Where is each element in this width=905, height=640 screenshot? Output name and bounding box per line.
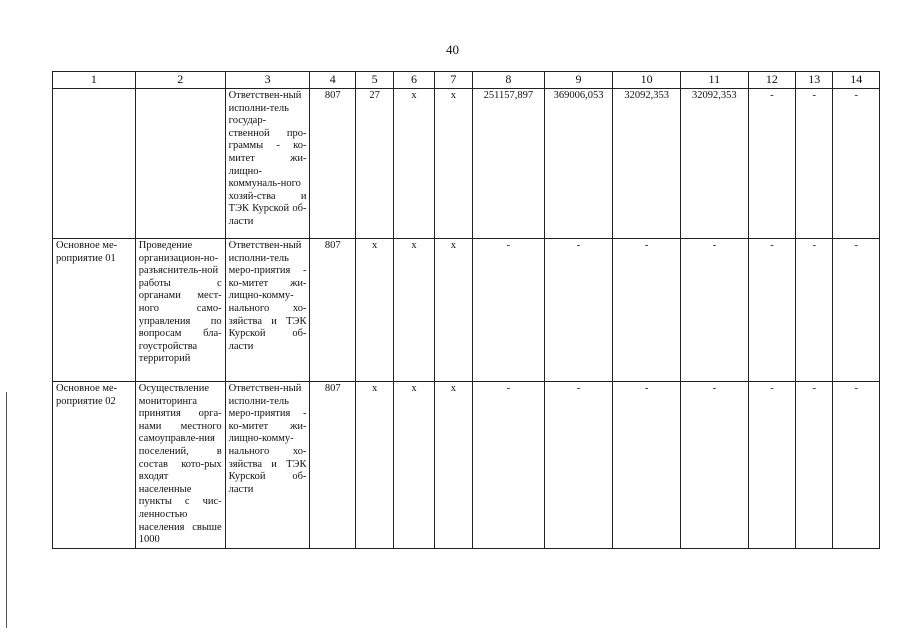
amount-cell: - (613, 239, 681, 382)
amount-cell: 369006,053 (544, 89, 613, 239)
column-header: 10 (613, 72, 681, 89)
status-cell: Основное ме-роприятие 01 (53, 239, 136, 382)
amount-cell: - (613, 382, 681, 549)
code-cell: 27 (355, 89, 393, 239)
code-cell: х (394, 382, 434, 549)
name-cell: Осуществление мониторинга принятия орга-нами местного самоуправле-ния поселений, в состав кото-рых входят населенные пункты с чис-ленностью населения свыше 1000 (135, 382, 225, 549)
amount-cell: - (833, 89, 880, 239)
code-cell: х (394, 89, 434, 239)
amount-cell: - (796, 239, 833, 382)
column-header: 13 (796, 72, 833, 89)
column-header: 5 (355, 72, 393, 89)
header-row (53, 72, 880, 89)
table-row (53, 239, 880, 382)
executor-cell: Ответствен-ный исполни-тель государ-ственной про-граммы - ко-митет жи-лищно-коммуналь-ного хозяй-ства и ТЭК Курской об-ласти (225, 89, 310, 239)
column-header: 14 (833, 72, 880, 89)
column-header: 8 (473, 72, 545, 89)
table-row (53, 89, 880, 239)
code-cell: х (355, 382, 393, 549)
amount-cell: - (748, 239, 795, 382)
amount-cell: - (748, 382, 795, 549)
code-cell: х (355, 239, 393, 382)
column-header: 7 (434, 72, 472, 89)
executor-cell: Ответствен-ный исполни-тель меро-приятия - ко-митет жи-лищно-комму-нального хо-зяйства и ТЭК Курской об-ласти (225, 382, 310, 549)
name-cell: Проведение организацион-но-разъяснитель-ной работы с органами мест-ного само-управления по вопросам бла-гоустройства территорий (135, 239, 225, 382)
name-cell (135, 89, 225, 239)
amount-cell: - (681, 382, 749, 549)
amount-cell: - (748, 89, 795, 239)
amount-cell: - (796, 89, 833, 239)
program-table (52, 71, 880, 549)
column-header: 2 (135, 72, 225, 89)
code-cell: х (434, 239, 472, 382)
column-header: 4 (310, 72, 355, 89)
code-cell: х (394, 239, 434, 382)
grbs-cell: 807 (310, 89, 355, 239)
amount-cell: 251157,897 (473, 89, 545, 239)
column-header: 9 (544, 72, 613, 89)
code-cell: х (434, 89, 472, 239)
amount-cell: 32092,353 (613, 89, 681, 239)
amount-cell: - (544, 382, 613, 549)
code-cell: х (434, 382, 472, 549)
executor-cell: Ответствен-ный исполни-тель меро-приятия - ко-митет жи-лищно-комму-нального хо-зяйства и ТЭК Курской об-ласти (225, 239, 310, 382)
column-header: 1 (53, 72, 136, 89)
amount-cell: 32092,353 (681, 89, 749, 239)
column-header: 12 (748, 72, 795, 89)
column-header: 11 (681, 72, 749, 89)
grbs-cell: 807 (310, 239, 355, 382)
column-header: 6 (394, 72, 434, 89)
status-cell: Основное ме-роприятие 02 (53, 382, 136, 549)
status-cell (53, 89, 136, 239)
amount-cell: - (796, 382, 833, 549)
column-header: 3 (225, 72, 310, 89)
page-number: 40 (446, 42, 459, 57)
amount-cell: - (473, 239, 545, 382)
amount-cell: - (681, 239, 749, 382)
amount-cell: - (544, 239, 613, 382)
grbs-cell: 807 (310, 382, 355, 549)
amount-cell: - (833, 382, 880, 549)
amount-cell: - (833, 239, 880, 382)
table-row (53, 382, 880, 549)
amount-cell: - (473, 382, 545, 549)
margin-line (6, 392, 7, 628)
